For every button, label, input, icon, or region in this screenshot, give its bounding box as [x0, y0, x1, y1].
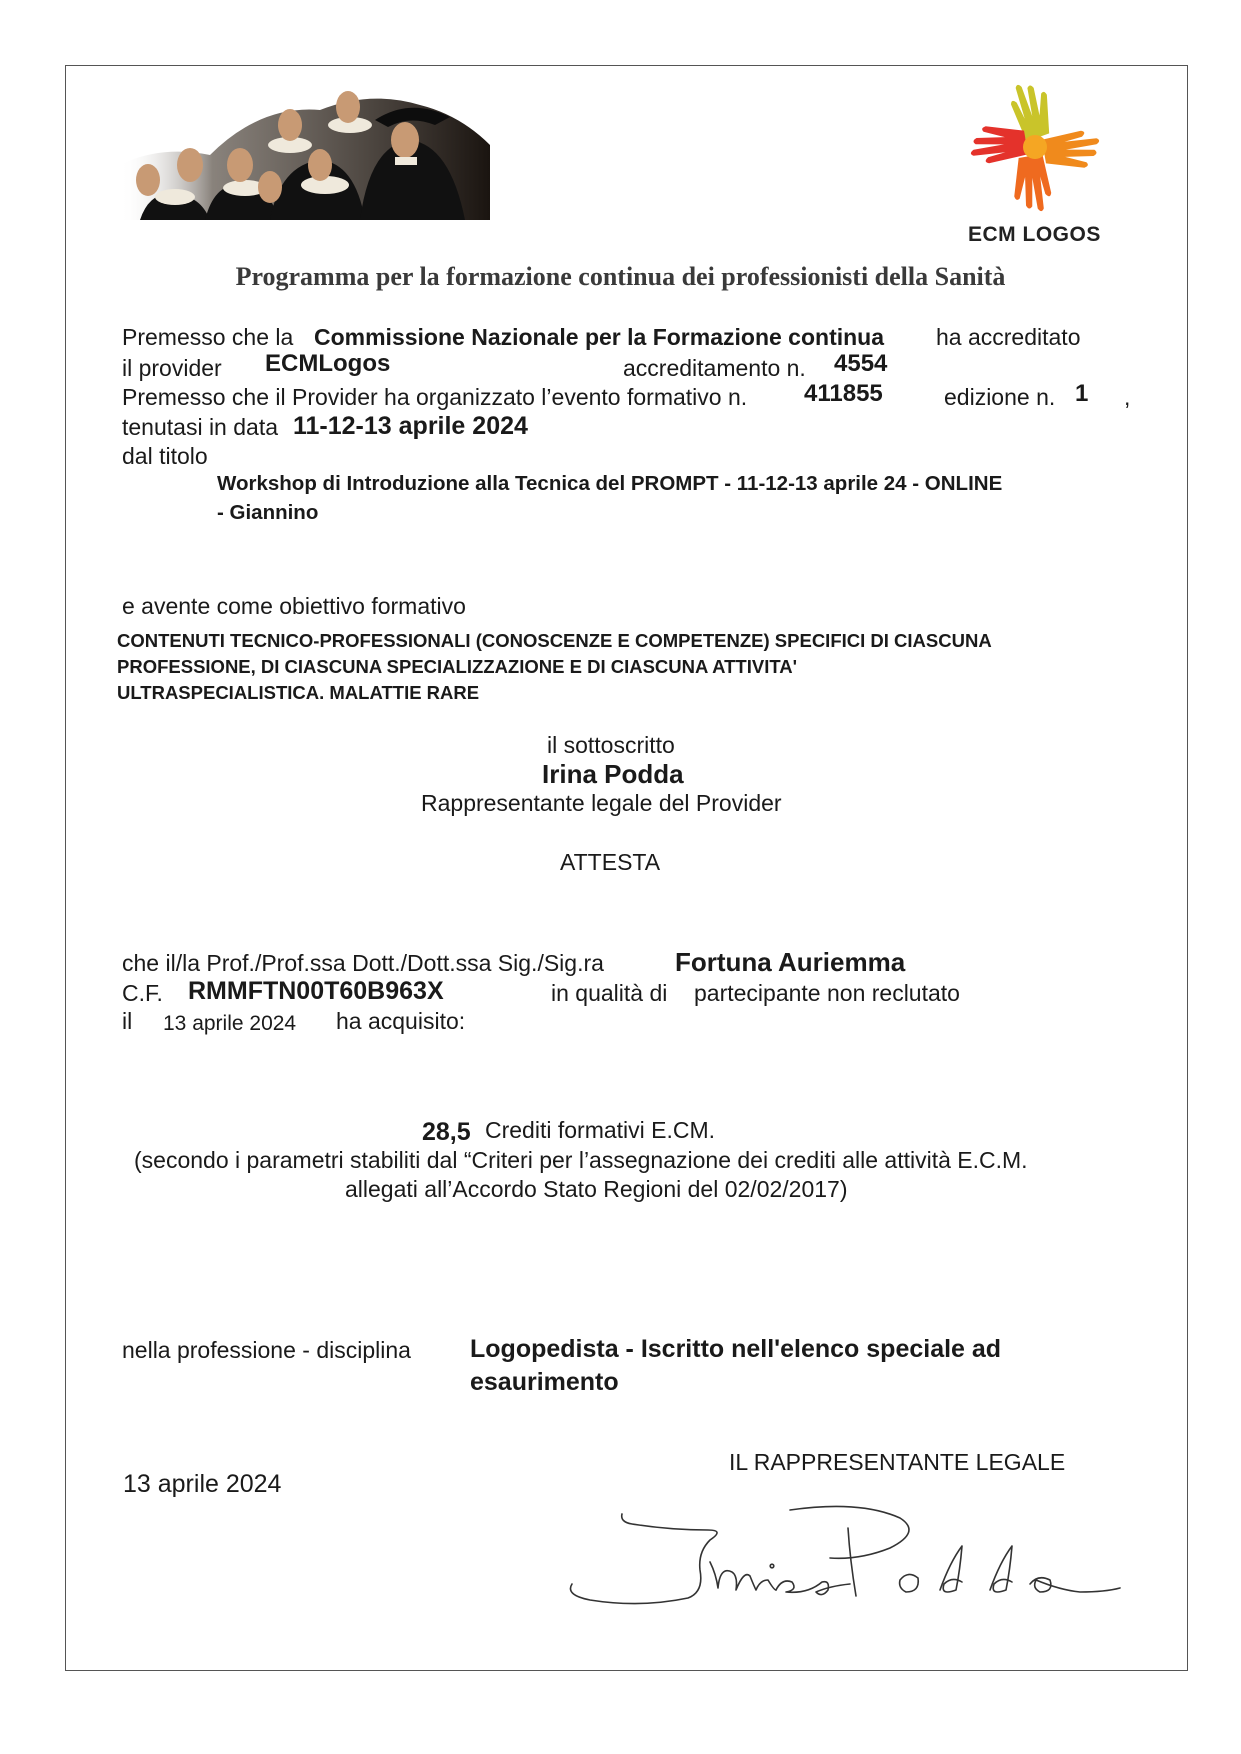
event-title-line2: - Giannino [217, 501, 319, 524]
objective-line3: ULTRASPECIALISTICA. MALATTIE RARE [117, 682, 480, 703]
signatory-role: Rappresentante legale del Provider [421, 790, 782, 816]
premise-line1-suffix: ha accreditato [936, 324, 1081, 350]
edition-label: edizione n. [944, 384, 1056, 410]
event-dates: 11-12-13 aprile 2024 [293, 412, 528, 440]
objective-line1: CONTENUTI TECNICO-PROFESSIONALI (CONOSCENZE E COMPETENZE) SPECIFICI DI CIASCUNA [117, 630, 992, 651]
signatory-intro: il sottoscritto [547, 732, 675, 758]
credits-value: 28,5 [422, 1118, 471, 1146]
date-prefix: il [122, 1008, 133, 1034]
event-title-line1: Workshop di Introduzione alla Tecnica del PROMPT - 11-12-13 aprile 24 - ONLINE [217, 472, 1003, 495]
attesta-heading: ATTESTA [560, 849, 661, 875]
edition-comma: , [1124, 384, 1131, 410]
accreditation-number: 4554 [834, 350, 888, 377]
provider-label: il provider [122, 355, 222, 381]
ecm-logos-logo-text: ECM LOGOS [968, 223, 1101, 246]
handwritten-signature [560, 1500, 1170, 1610]
issue-date: 13 aprile 2024 [123, 1470, 282, 1498]
credits-label: Crediti formativi E.CM. [485, 1117, 716, 1143]
premise-line1-prefix: Premesso che la [122, 324, 294, 350]
participation-date: 13 aprile 2024 [163, 1012, 297, 1035]
signatory-name: Irina Podda [542, 759, 684, 789]
provider-name: ECMLogos [265, 350, 391, 377]
event-number: 411855 [804, 380, 883, 407]
commission-name: Commissione Nazionale per la Formazione continua [314, 324, 885, 350]
profession-label: nella professione - disciplina [122, 1337, 411, 1363]
event-label: Premesso che il Provider ha organizzato l’evento formativo n. [122, 384, 748, 410]
profession-value-line1: Logopedista - Iscritto nell'elenco speciale ad [470, 1335, 1002, 1363]
edition-number: 1 [1075, 380, 1089, 407]
representative-label: IL RAPPRESENTANTE LEGALE [729, 1449, 1066, 1475]
participant-name: Fortuna Auriemma [675, 947, 906, 977]
objective-label: e avente come obiettivo formativo [122, 593, 466, 619]
participant-title-label: che il/la Prof./Prof.ssa Dott./Dott.ssa Sig./Sig.ra [122, 950, 604, 976]
cf-value: RMMFTN00T60B963X [188, 977, 444, 1005]
ecm-logos-hands-icon [960, 72, 1110, 222]
quality-label: in qualità di [551, 980, 668, 1006]
credits-note-line2: allegati all’Accordo Stato Regioni del 02/02/2017) [345, 1176, 848, 1202]
program-title: Programma per la formazione continua dei professionisti della Sanità [235, 262, 1006, 291]
profession-value-line2: esaurimento [470, 1368, 619, 1396]
cf-label: C.F. [122, 980, 163, 1006]
quality-value: partecipante non reclutato [694, 980, 960, 1006]
painting-illustration [120, 85, 490, 220]
accreditation-label: accreditamento n. [623, 355, 806, 381]
title-label: dal titolo [122, 443, 208, 469]
date-label: tenutasi in data [122, 414, 279, 440]
objective-line2: PROFESSIONE, DI CIASCUNA SPECIALIZZAZIONE E DI CIASCUNA ATTIVITA' [117, 656, 798, 677]
acquired-label: ha acquisito: [336, 1008, 466, 1034]
credits-note-line1: (secondo i parametri stabiliti dal “Criteri per l’assegnazione dei crediti alle attività E.C.M. [134, 1147, 1028, 1173]
